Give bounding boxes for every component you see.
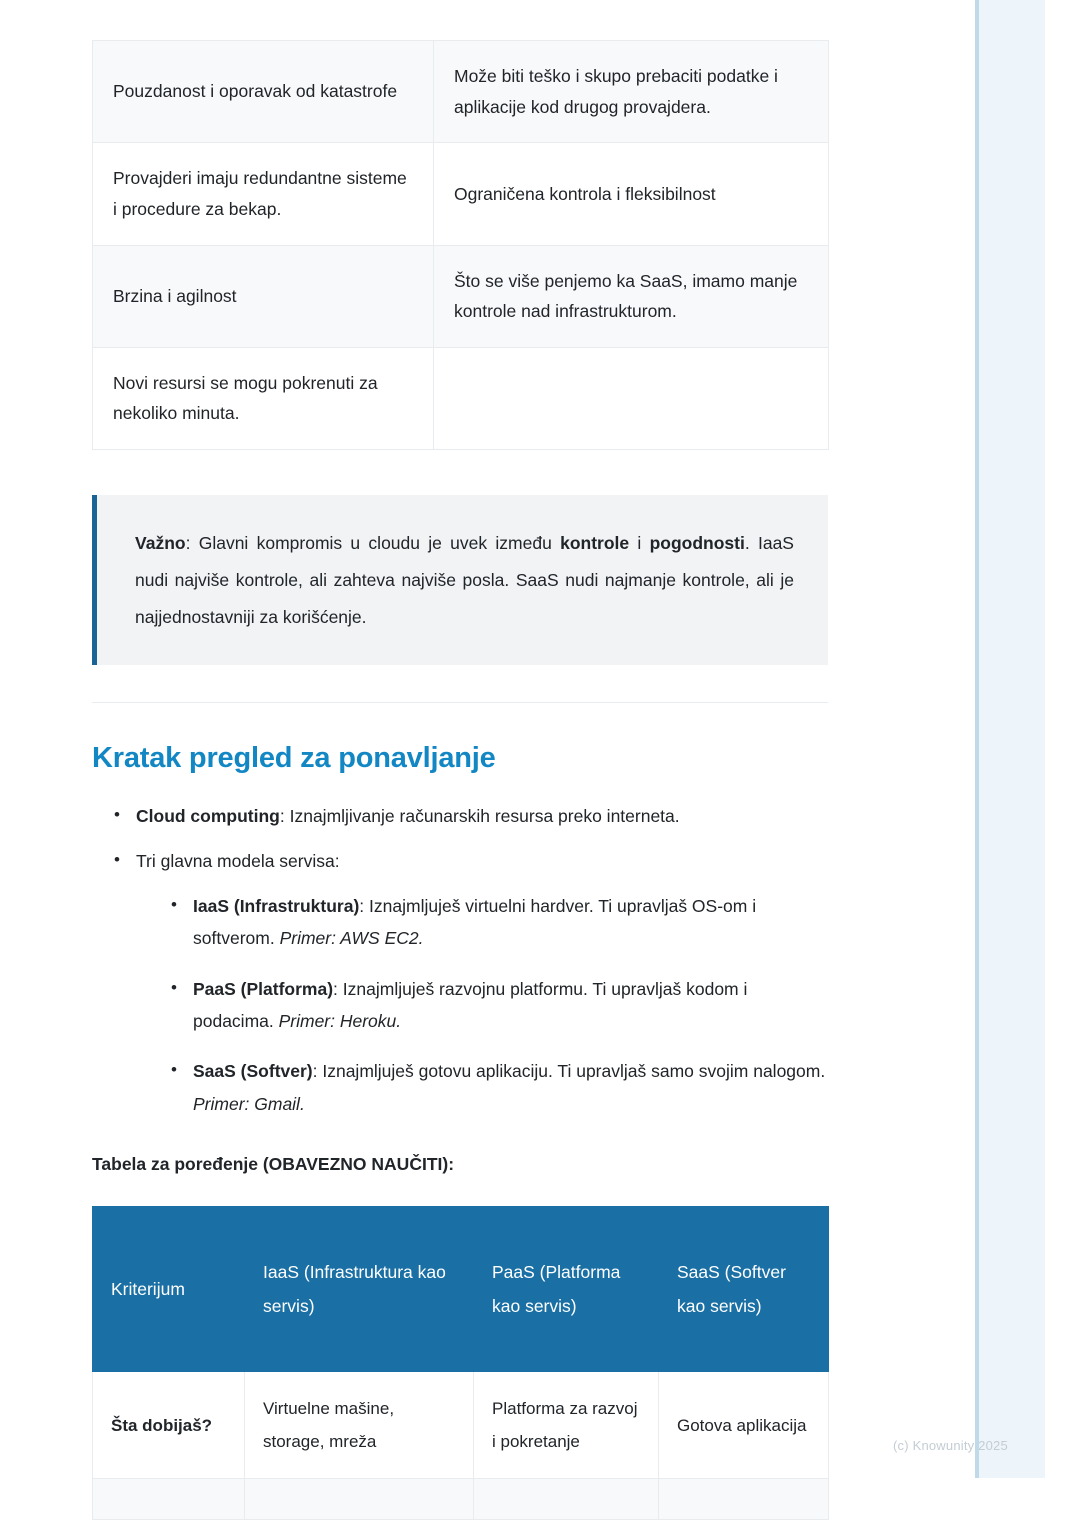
table-cell-left: Brzina i agilnost bbox=[93, 245, 434, 347]
summary-list bbox=[92, 800, 828, 1120]
table-cell-right: Što se više penjemo ka SaaS, imamo manje kontrole nad infrastrukturom. bbox=[434, 245, 829, 347]
callout-text bbox=[135, 525, 794, 635]
table-header-row bbox=[93, 1207, 829, 1372]
table-cell-left: Pouzdanost i oporavak od katastrofe bbox=[93, 41, 434, 143]
table-row bbox=[93, 41, 829, 143]
pros-cons-table bbox=[92, 40, 829, 450]
list-item-label: PaaS (Platforma) bbox=[193, 978, 334, 999]
callout-bold-2: pogodnosti bbox=[649, 533, 745, 553]
list-item-label: IaaS (Infrastruktura) bbox=[193, 895, 360, 916]
list-item-text: : Iznajmljivanje računarskih resursa preko interneta. bbox=[279, 806, 680, 827]
list-item-text: : Iznajmljuješ razvojnu platformu. Ti upravljaš kodom i podacima. bbox=[193, 978, 748, 1031]
table-cell-left: Novi resursi se mogu pokrenuti za nekoliko minuta. bbox=[93, 347, 434, 449]
page-edge-strip bbox=[975, 0, 1045, 1478]
important-callout bbox=[92, 495, 828, 665]
models-table-caption: Tabela za poređenje (OBAVEZNO NAUČITI): bbox=[92, 1154, 455, 1175]
callout-bold-1: kontrole bbox=[560, 533, 630, 553]
document-content bbox=[92, 0, 828, 1520]
watermark: (c) Knowunity 2025 bbox=[893, 1438, 1008, 1453]
callout-text-3: . IaaS nudi najviše kontrole, ali zahteva najviše posla. SaaS nudi najmanje kontrole, ali je najjednostavniji za korišćenje. bbox=[135, 533, 794, 627]
list-item-text: Tri glavna modela servisa: bbox=[136, 851, 340, 872]
service-models-sublist bbox=[136, 890, 828, 1120]
table-cell-criterion bbox=[93, 1479, 245, 1520]
list-item-text: : Iznajmljuješ gotovu aplikaciju. Ti upravljaš samo svojim nalogom. bbox=[312, 1061, 826, 1082]
section-divider bbox=[92, 702, 828, 703]
table-row bbox=[93, 347, 829, 449]
table-cell-right: Ograničena kontrola i fleksibilnost bbox=[434, 143, 829, 245]
column-header-saas: SaaS (Softver kao servis) bbox=[659, 1207, 829, 1372]
list-item-label: Cloud computing bbox=[136, 806, 280, 827]
table-cell-paas bbox=[474, 1479, 659, 1520]
list-item-text: : Iznajmljuješ virtuelni hardver. Ti upravljaš OS-om i softverom. bbox=[193, 895, 757, 949]
callout-text-2: i bbox=[629, 533, 650, 553]
column-header-paas: PaaS (Platforma kao servis) bbox=[474, 1207, 659, 1372]
callout-label: Važno bbox=[135, 533, 186, 553]
table-cell-paas: Platforma za razvoj i pokretanje bbox=[474, 1372, 659, 1479]
list-item-label: SaaS (Softver) bbox=[193, 1061, 313, 1082]
list-item bbox=[114, 800, 828, 832]
list-item bbox=[114, 845, 828, 1120]
page-edge-strip-line bbox=[975, 0, 979, 1478]
service-models-table bbox=[92, 1206, 829, 1520]
list-item-example: Primer: AWS EC2. bbox=[279, 928, 424, 949]
table-row bbox=[93, 143, 829, 245]
list-item-example: Primer: Gmail. bbox=[193, 1093, 305, 1114]
table-cell-iaas bbox=[245, 1479, 474, 1520]
table-cell-saas: Gotova aplikacija bbox=[659, 1372, 829, 1479]
table-cell-right bbox=[434, 347, 829, 449]
table-cell-saas bbox=[659, 1479, 829, 1520]
table-cell-criterion: Šta dobijaš? bbox=[93, 1372, 245, 1479]
table-row-partial bbox=[93, 1479, 829, 1520]
list-item bbox=[171, 973, 828, 1038]
column-header-iaas: IaaS (Infrastruktura kao servis) bbox=[245, 1207, 474, 1372]
section-heading: Kratak pregled za ponavljanje bbox=[92, 742, 496, 775]
table-row bbox=[93, 245, 829, 347]
list-item bbox=[171, 890, 828, 955]
table-cell-left: Provajderi imaju redundantne sisteme i procedure za bekap. bbox=[93, 143, 434, 245]
callout-text-1: : Glavni kompromis u cloudu je uvek između bbox=[185, 533, 561, 553]
list-item bbox=[171, 1055, 828, 1120]
column-header-criterion: Kriterijum bbox=[93, 1207, 245, 1372]
list-item-example: Primer: Heroku. bbox=[278, 1010, 402, 1031]
table-row bbox=[93, 1372, 829, 1479]
table-cell-iaas: Virtuelne mašine, storage, mreža bbox=[245, 1372, 474, 1479]
table-cell-right: Može biti teško i skupo prebaciti podatke i aplikacije kod drugog provajdera. bbox=[434, 41, 829, 143]
